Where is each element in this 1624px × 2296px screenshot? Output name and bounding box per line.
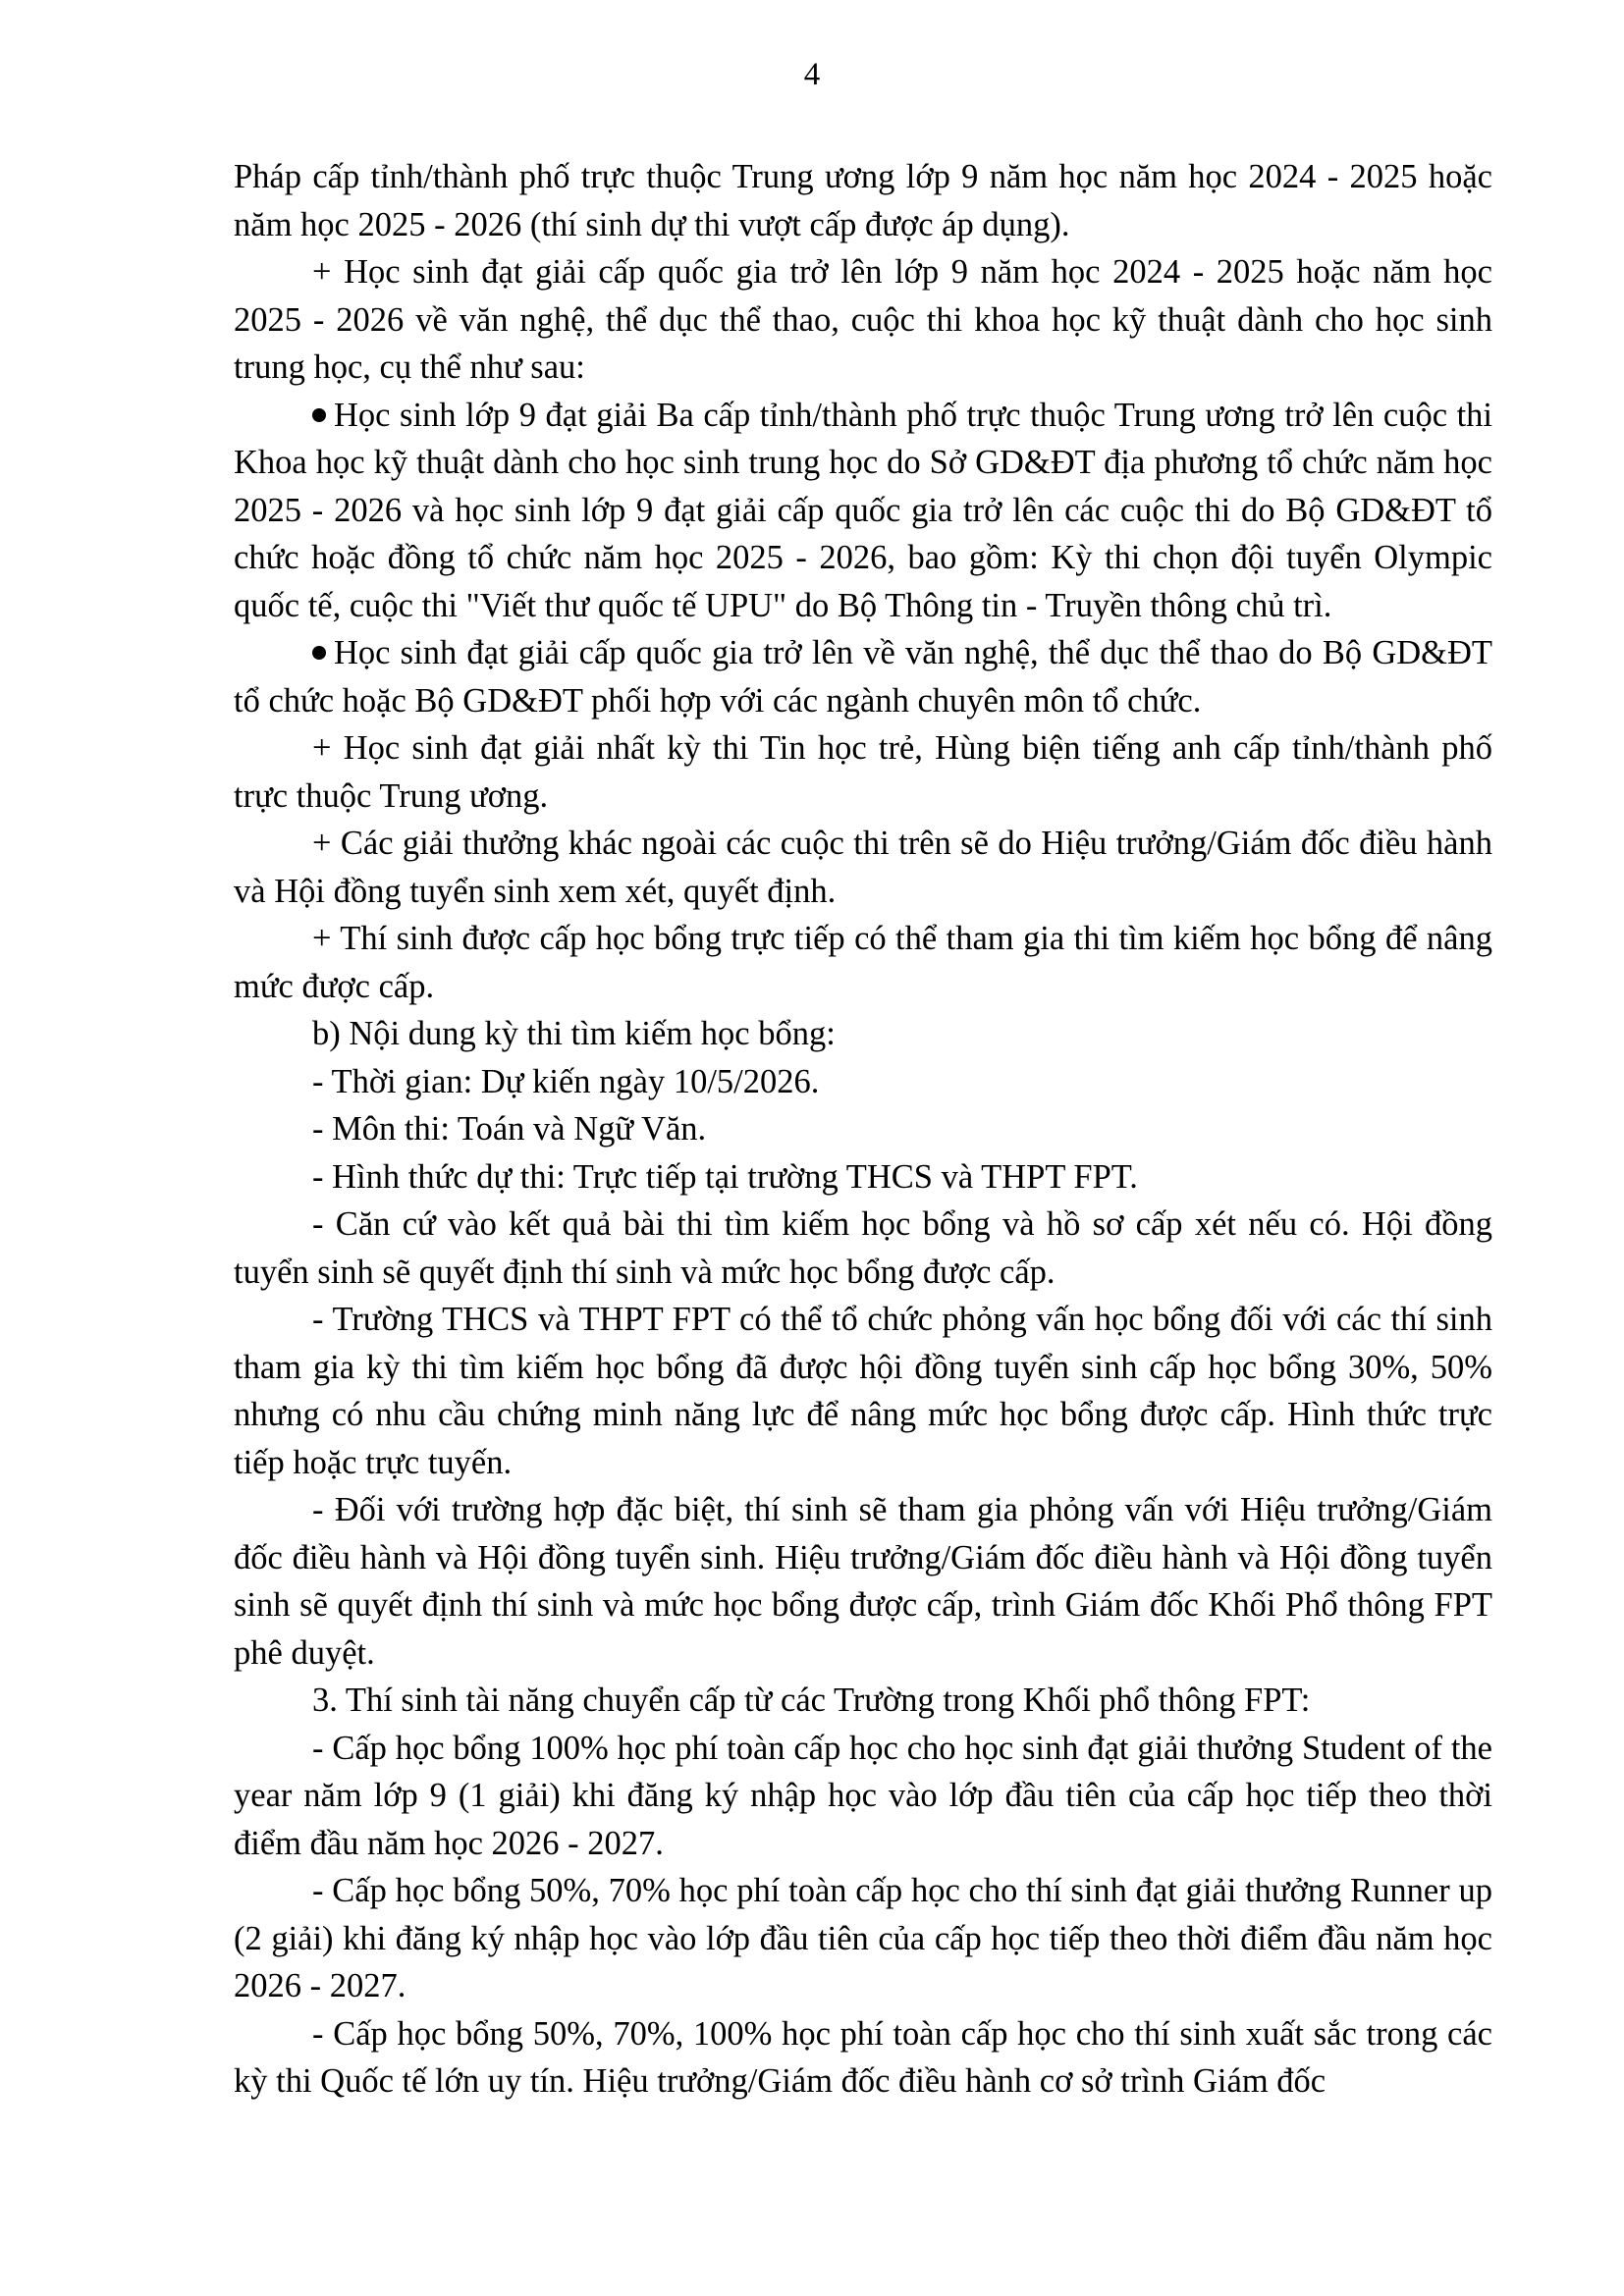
bullet-item <box>234 392 1492 630</box>
bullet-icon <box>312 646 326 660</box>
list-item-student-of-year: - Cấp học bổng 100% học phí toàn cấp học cho học sinh đạt giải thưởng Student of the year năm lớp 9 (1 giải) khi đăng ký nhập học vào lớp đầu tiên của cấp học tiếp theo thời điểm đầu năm học 2026 - 2027. <box>234 1729 1492 1862</box>
list-item-subjects: - Môn thi: Toán và Ngữ Văn. <box>312 1110 707 1148</box>
paragraph-other-awards: + Các giải thưởng khác ngoài các cuộc thi trên sẽ do Hiệu trưởng/Giám đốc điều hành và Hội đồng tuyển sinh xem xét, quyết định. <box>234 825 1492 910</box>
paragraph-continuation: Pháp cấp tỉnh/thành phố trực thuộc Trung ương lớp 9 năm học năm học 2024 - 2025 hoặc năm học 2025 - 2026 (thí sinh dự thi vượt cấp được áp dụng). <box>234 158 1492 243</box>
paragraph-direct-scholarship: + Thí sinh được cấp học bổng trực tiếp có thể tham gia thi tìm kiếm học bổng để nâng mức được cấp. <box>234 920 1492 1005</box>
paragraph-national-award: + Học sinh đạt giải cấp quốc gia trở lên lớp 9 năm học 2024 - 2025 hoặc năm học 2025 - 2026 về văn nghệ, thể dục thể thao, cuộc thi khoa học kỹ thuật dành cho học sinh trung học, cụ thể như sau: <box>234 253 1492 386</box>
list-item-international: - Cấp học bổng 50%, 70%, 100% học phí toàn cấp học cho thí sinh xuất sắc trong các kỳ thi Quốc tế lớn uy tín. Hiệu trưởng/Giám đốc điều hành cơ sở trình Giám đốc <box>234 2014 1492 2100</box>
document-body <box>234 153 1492 2106</box>
bullet-item <box>234 629 1492 724</box>
section-heading-b: b) Nội dung kỳ thi tìm kiếm học bổng: <box>312 1015 836 1052</box>
bullet-icon <box>312 408 326 422</box>
page-number: 4 <box>803 57 821 92</box>
list-item-special-cases: - Đối với trường hợp đặc biệt, thí sinh sẽ tham gia phỏng vấn với Hiệu trưởng/Giám đốc điều hành và Hội đồng tuyển sinh. Hiệu trưởng/Giám đốc điều hành và Hội đồng tuyển sinh sẽ quyết định thí sinh và mức học bổng được cấp, trình Giám đốc Khối Phổ thông FPT phê duyệt. <box>234 1491 1492 1672</box>
list-item-runner-up: - Cấp học bổng 50%, 70% học phí toàn cấp học cho thí sinh đạt giải thưởng Runner up (2 giải) khi đăng ký nhập học vào lớp đầu tiên của cấp học tiếp theo thời điểm đầu năm học 2026 - 2027. <box>234 1872 1492 2004</box>
bullet-text: Học sinh đạt giải cấp quốc gia trở lên về văn nghệ, thể dục thể thao do Bộ GD&ĐT tổ chức hoặc Bộ GD&ĐT phối hợp với các ngành chuyên môn tổ chức. <box>234 634 1492 720</box>
paragraph-young-informatics: + Học sinh đạt giải nhất kỳ thi Tin học trẻ, Hùng biện tiếng anh cấp tỉnh/thành phố trực thuộc Trung ương. <box>234 729 1492 815</box>
list-item-results: - Căn cứ vào kết quả bài thi tìm kiếm học bổng và hồ sơ cấp xét nếu có. Hội đồng tuyển sinh sẽ quyết định thí sinh và mức học bổng được cấp. <box>234 1205 1492 1291</box>
list-item-interview: - Trường THCS và THPT FPT có thể tổ chức phỏng vấn học bổng đối với các thí sinh tham gia kỳ thi tìm kiếm học bổng đã được hội đồng tuyển sinh cấp học bổng 30%, 50% nhưng có nhu cầu chứng minh năng lực để nâng mức học bổng được cấp. Hình thức trực tiếp hoặc trực tuyến. <box>234 1301 1492 1481</box>
section-heading-3: 3. Thí sinh tài năng chuyển cấp từ các Trường trong Khối phổ thông FPT: <box>312 1682 1311 1719</box>
bullet-text: Học sinh lớp 9 đạt giải Ba cấp tỉnh/thành phố trực thuộc Trung ương trở lên cuộc thi Khoa học kỹ thuật dành cho học sinh trung học do Sở GD&ĐT địa phương tổ chức năm học 2025 - 2026 và học sinh lớp 9 đạt giải cấp quốc gia trở lên các cuộc thi do Bộ GD&ĐT tổ chức hoặc đồng tổ chức năm học 2025 - 2026, bao gồm: Kỳ thi chọn đội tuyển Olympic quốc tế, cuộc thi "Viết thư quốc tế UPU" do Bộ Thông tin - Truyền thông chủ trì. <box>234 396 1492 624</box>
list-item-format: - Hình thức dự thi: Trực tiếp tại trường THCS và THPT FPT. <box>312 1157 1138 1196</box>
list-item-time: - Thời gian: Dự kiến ngày 10/5/2026. <box>312 1062 820 1100</box>
